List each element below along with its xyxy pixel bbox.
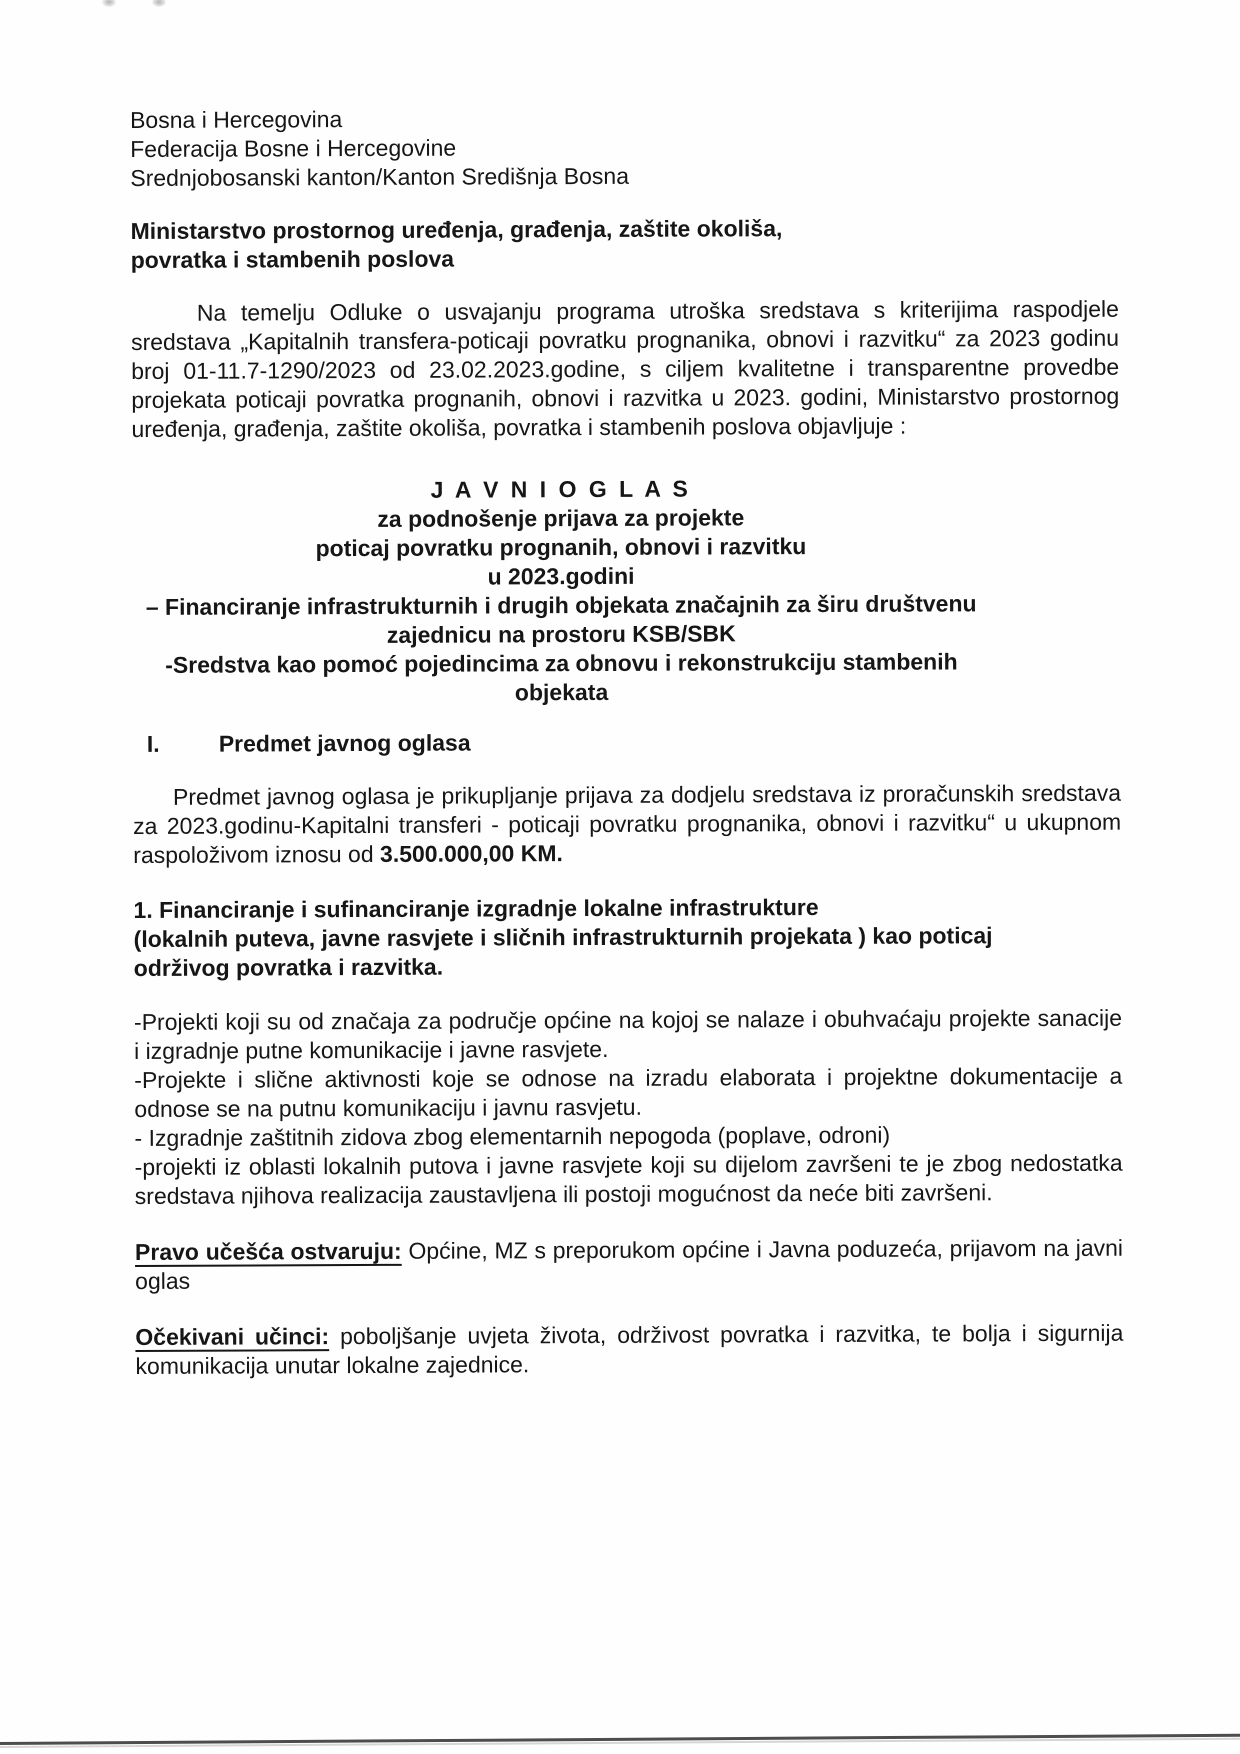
criteria-item-4: -projekti iz oblasti lokalnih putova i javne rasvjete koji su dijelom završeni te je zbog nedostatka sredstava njihova realizacija zaustavljena ili postoji mogućnost da neće biti završeni. — [134, 1149, 1123, 1209]
pravo-ucesca-label: Pravo učešća ostvaruju: — [134, 1237, 402, 1265]
section-title: Predmet javnog oglasa — [218, 729, 471, 757]
ministry-title — [130, 213, 1118, 275]
subheading-line-1: 1. Financiranje i sufinanciranje izgradnje lokalne infrastrukture — [133, 894, 819, 923]
pravo-ucesca-paragraph — [135, 1234, 1123, 1296]
intro-paragraph: Na temelju Odluke o usvajanju programa utroška sredstava s kriterijima raspodjele sredstava „Kapitalnih transfera-poticaji povratku prognanika, obnovi i razvitku“ za 2023 godinu broj 01-11.7-1290/2023 od 23.02.2023.godine, s ciljem kvalitetne i transparentne provedbe projekata poticaji povratka prognanih, obnovi i razvitka u 2023. godini, Ministarstvo prostornog uređenja, građenja, zaštite okoliša, povratka i stambenih poslova objavljuje : — [130, 295, 1120, 442]
public-call-subtitle-5: zajednicu na prostoru KSB/SBK — [386, 620, 736, 648]
ministry-title-line-2: povratka i stambenih poslova — [130, 245, 455, 273]
public-call-subtitle-6: -Sredstva kao pomoć pojedincima za obnovu i rekonstrukciju stambenih — [165, 648, 958, 678]
section-heading-predmet — [133, 726, 1121, 759]
predmet-paragraph-text: Predmet javnog oglasa je prikupljanje prijava za dodjelu sredstava iz proračunskih sredstava za 2023.godinu-Kapitalni transferi - poticaji povratku prognanika, obnovi i razvitku“ u ukupnom raspoloživom iznosu od — [133, 779, 1122, 868]
criteria-item-3: - Izgradnje zaštitnih zidova zbog elementarnih nepogoda (poplave, odroni) — [134, 1121, 891, 1151]
ministry-title-line-1: Ministarstvo prostornog uređenja, građenja, zaštite okoliša, — [130, 215, 783, 244]
staple-mark-left — [102, 0, 116, 7]
subheading-line-3: održivog povratka i razvitka. — [133, 953, 444, 981]
ocekivani-ucinci-text: poboljšanje uvjeta života, održivost povratka i razvitka, te bolja i sigurnija komunikacija unutar lokalne zajednice. — [135, 1319, 1124, 1379]
public-call-title-block — [132, 473, 991, 709]
letterhead — [130, 102, 1118, 193]
subheading-financiranje — [133, 892, 1121, 983]
staple-mark-right — [152, 0, 166, 7]
ocekivani-ucinci-label: Očekivani učinci: — [135, 1323, 330, 1350]
ocekivani-ucinci-paragraph — [135, 1319, 1123, 1381]
public-call-subtitle-4: – Financiranje infrastrukturnih i drugih objekata značajnih za širu društvenu — [145, 590, 977, 620]
public-call-main-title: J A V N I O G L A S — [430, 475, 691, 503]
subheading-line-2: (lokalnih puteva, javne rasvjete i sličnih infrastrukturnih projekata ) kao poticaj — [133, 922, 993, 952]
criteria-item-1: -Projekti koji su od značaja za područje općine na kojoj se nalaze i obuhvaćaju projekte sanacije i izgradnje putne komunikacije i javne rasvjete. — [133, 1004, 1123, 1064]
public-call-subtitle-7: objekata — [514, 678, 609, 706]
public-call-subtitle-3: u 2023.godini — [487, 562, 635, 590]
public-call-subtitle-1: za podnošenje prijava za projekte — [377, 504, 745, 532]
predmet-paragraph — [133, 779, 1121, 870]
predmet-paragraph-amount: 3.500.000,00 KM. — [379, 840, 563, 867]
document-content — [130, 102, 1124, 1381]
letterhead-line-country: Bosna i Hercegovina — [130, 106, 343, 133]
public-call-subtitle-2: poticaj povratku prognanih, obnovi i razvitku — [315, 533, 807, 562]
section-numeral: I. — [146, 730, 160, 757]
letterhead-line-federation: Federacija Bosne i Hercegovine — [130, 134, 457, 162]
pravo-ucesca-text: Općine, MZ s preporukom općine i Javna poduzeća, prijavom na javni oglas — [135, 1234, 1124, 1294]
project-criteria-list — [134, 1004, 1123, 1211]
criteria-item-2: -Projekte i slične aktivnosti koje se odnose na izradu elaborata i projektne dokumentacije a odnose se na putnu komunikaciju i javnu rasvjetu. — [134, 1062, 1123, 1122]
letterhead-line-canton: Srednjobosanski kanton/Kanton Središnja Bosna — [130, 162, 630, 191]
